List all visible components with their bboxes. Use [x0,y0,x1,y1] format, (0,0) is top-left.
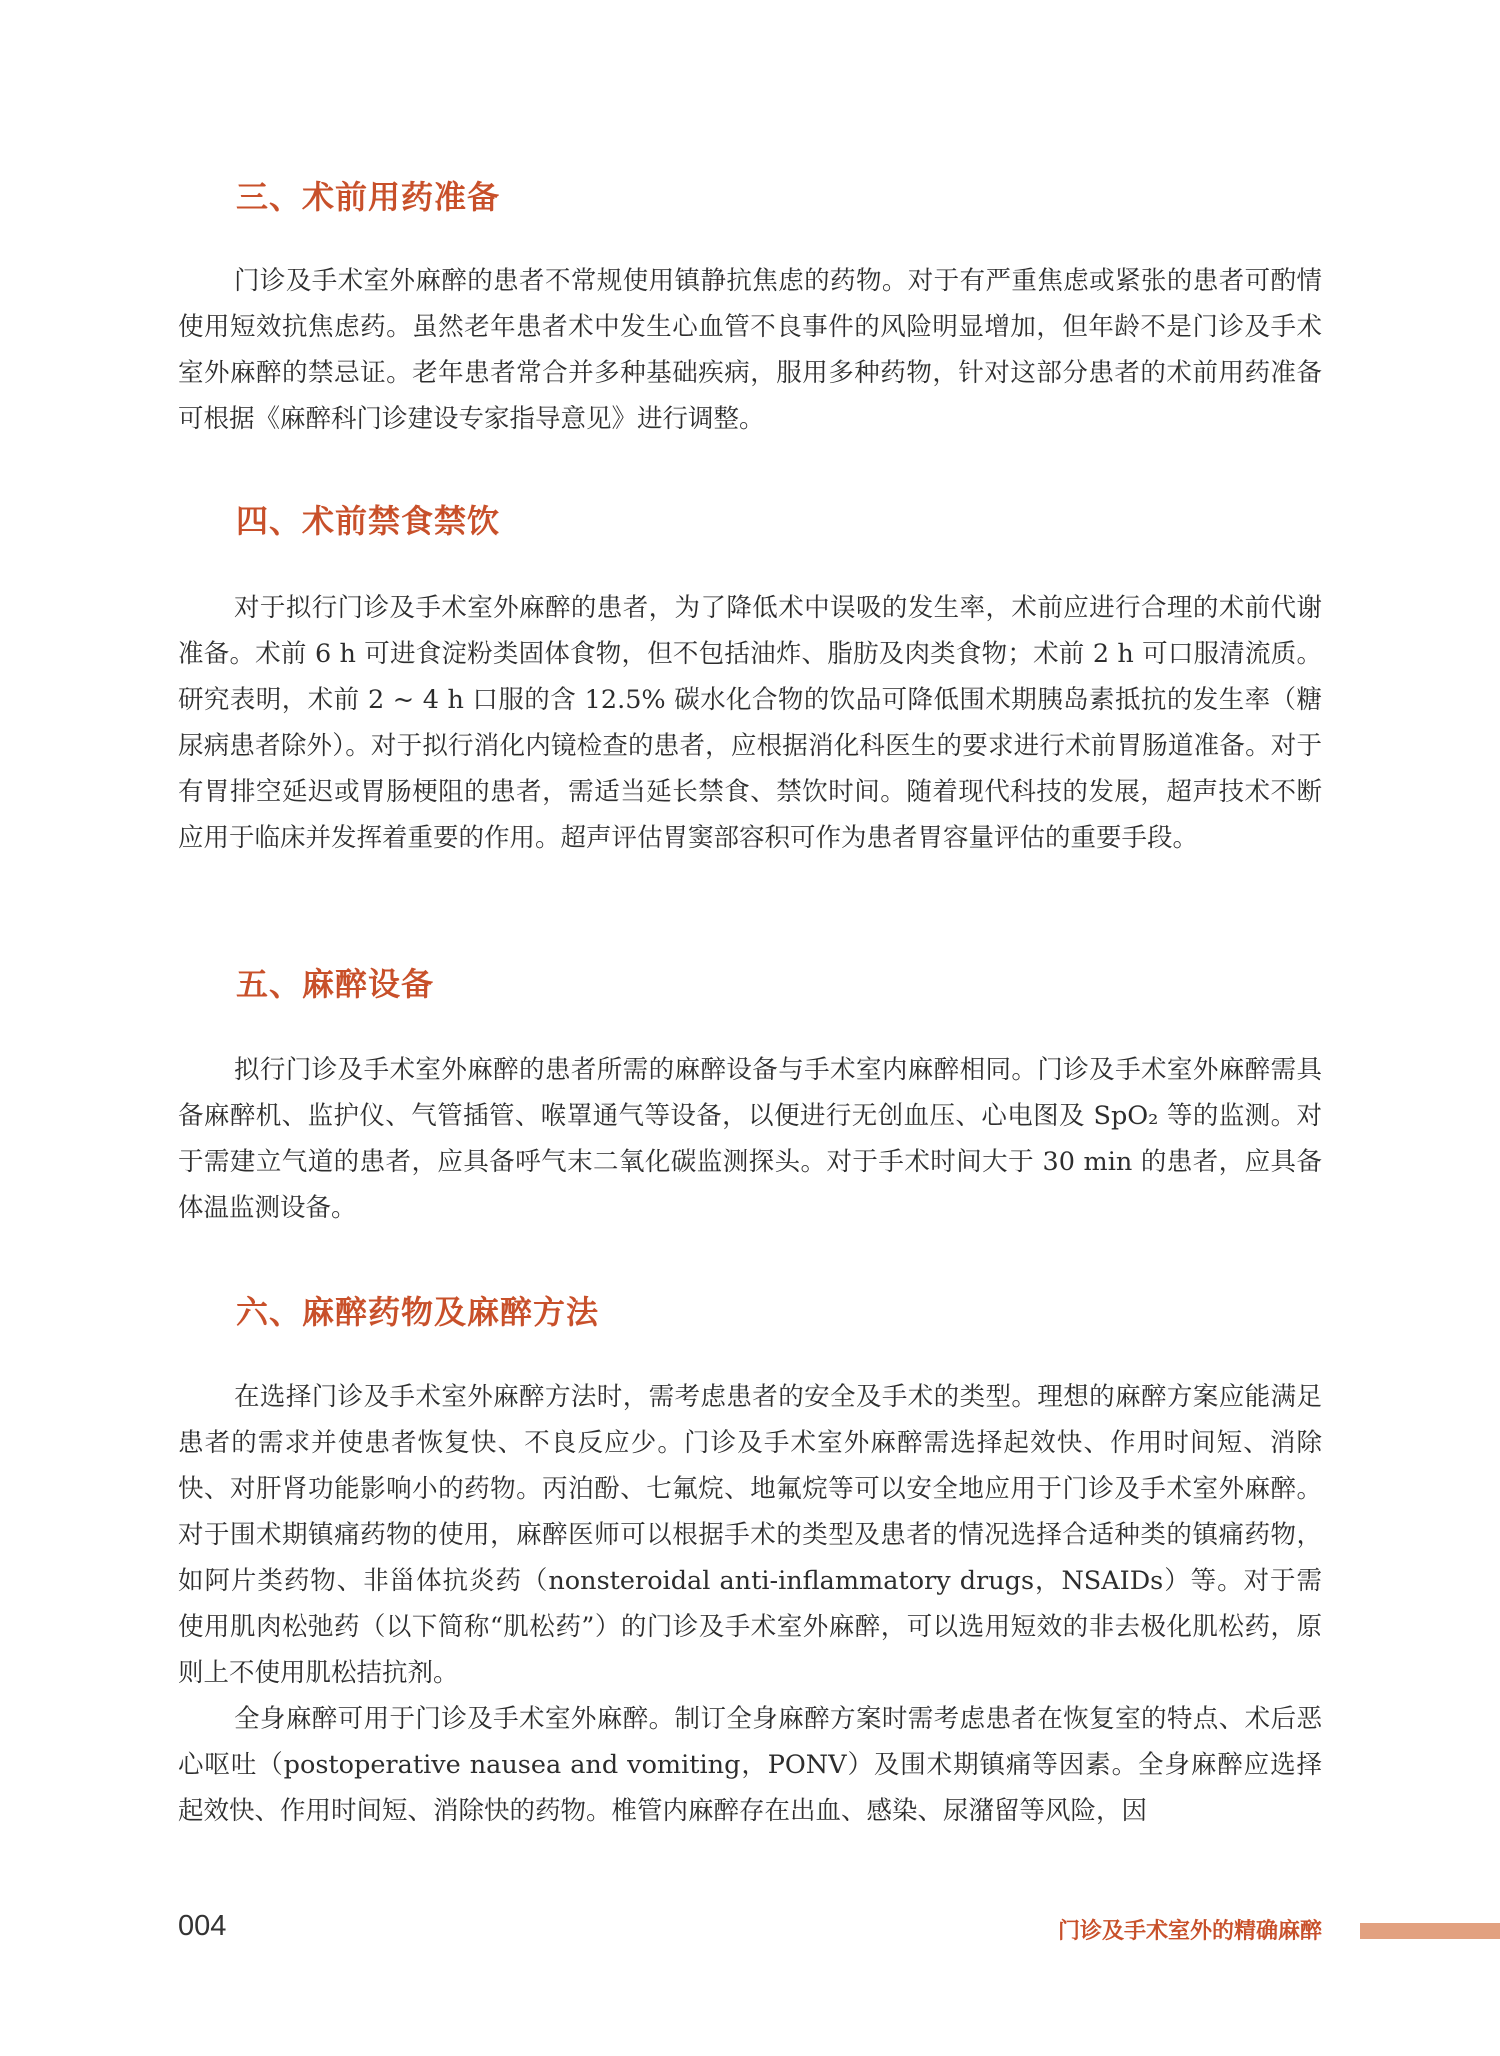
paragraph: 全身麻醉可用于门诊及手术室外麻醉。制订全身麻醉方案时需考虑患者在恢复室的特点、术后恶心呕吐（postoperative nausea and vomiting，PONV）及围术期镇痛等因素。全身麻醉应选择起效快、作用时间短、消除快的药物。椎管内麻醉存在出血、感染、尿潴留等风险，因 [178,1704,1322,1826]
paragraph: 门诊及手术室外麻醉的患者不常规使用镇静抗焦虑的药物。对于有严重焦虑或紧张的患者可酌情使用短效抗焦虑药。虽然老年患者术中发生心血管不良事件的风险明显增加，但年龄不是门诊及手术室外麻醉的禁忌证。老年患者常合并多种基础疾病，服用多种药物，针对这部分患者的术前用药准备可根据《麻醉科门诊建设专家指导意见》进行调整。 [178,266,1322,434]
footer-accent-bar [1360,1923,1500,1939]
paragraph: 拟行门诊及手术室外麻醉的患者所需的麻醉设备与手术室内麻醉相同。门诊及手术室外麻醉需具备麻醉机、监护仪、气管插管、喉罩通气等设备，以便进行无创血压、心电图及 SpO₂ 等的监测。对于需建立气道的患者，应具备呼气末二氧化碳监测探头。对于手术时间大于 30 min 的患者，应具备体温监测设备。 [178,1055,1322,1223]
paragraph: 在选择门诊及手术室外麻醉方法时，需考虑患者的安全及手术的类型。理想的麻醉方案应能满足患者的需求并使患者恢复快、不良反应少。门诊及手术室外麻醉需选择起效快、作用时间短、消除快、对肝肾功能影响小的药物。丙泊酚、七氟烷、地氟烷等可以安全地应用于门诊及手术室外麻醉。对于围术期镇痛药物的使用，麻醉医师可以根据手术的类型及患者的情况选择合适种类的镇痛药物，如阿片类药物、非甾体抗炎药（nonsteroidal anti-inflammatory drugs，NSAIDs）等。对于需使用肌肉松弛药（以下简称“肌松药”）的门诊及手术室外麻醉，可以选用短效的非去极化肌松药，原则上不使用肌松拮抗剂。 [178,1382,1322,1688]
section-body-4 [178,585,1322,861]
page-number: 004 [178,1910,227,1942]
section-heading-5: 五、麻醉设备 [236,965,435,1003]
paragraph: 对于拟行门诊及手术室外麻醉的患者，为了降低术中误吸的发生率，术前应进行合理的术前代谢准备。术前 6 h 可进食淀粉类固体食物，但不包括油炸、脂肪及肉类食物；术前 2 h 可口服清流质。研究表明，术前 2 ~ 4 h 口服的含 12.5% 碳水化合物的饮品可降低围术期胰岛素抵抗的发生率（糖尿病患者除外）。对于拟行消化内镜检查的患者，应根据消化科医生的要求进行术前胃肠道准备。对于有胃排空延迟或胃肠梗阻的患者，需适当延长禁食、禁饮时间。随着现代科技的发展，超声技术不断应用于临床并发挥着重要的作用。超声评估胃窦部容积可作为患者胃容量评估的重要手段。 [178,593,1322,853]
section-body-3 [178,258,1322,442]
running-footer-title: 门诊及手术室外的精确麻醉 [1057,1918,1322,1944]
section-body-5 [178,1047,1322,1231]
section-body-6 [178,1374,1322,1834]
section-heading-6: 六、麻醉药物及麻醉方法 [236,1293,600,1331]
section-heading-3: 三、术前用药准备 [236,178,501,216]
section-heading-4: 四、术前禁食禁饮 [236,502,501,540]
